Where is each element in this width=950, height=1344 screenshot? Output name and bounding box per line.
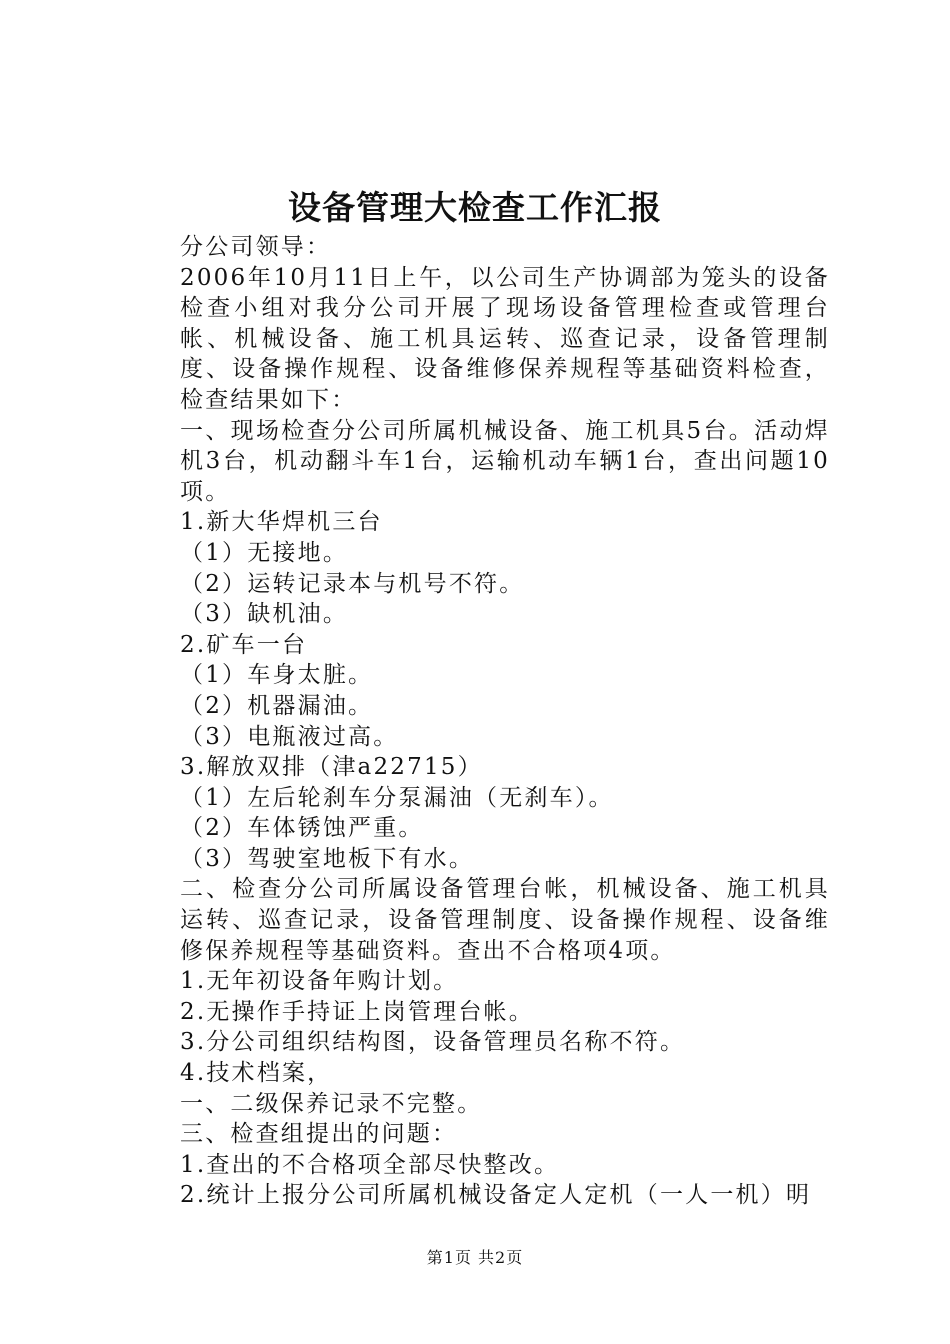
item-3-point: （3）驾驶室地板下有水。 <box>180 845 475 872</box>
section-3-heading: 三、检查组提出的问题： <box>180 1121 458 1148</box>
section-2-item: 4.技术档案， <box>180 1060 333 1087</box>
item-1-point: （1）无接地。 <box>180 539 349 566</box>
item-1-heading: 1.新大华焊机三台 <box>180 509 383 536</box>
item-3-point: （2）车体锈蚀严重。 <box>180 815 424 842</box>
section-2-item: 一、二级保养记录不完整。 <box>180 1090 483 1117</box>
item-1-point: （3）缺机油。 <box>180 601 349 628</box>
salutation: 分公司领导： <box>180 234 332 260</box>
section-2-item: 2.无操作手持证上岗管理台帐。 <box>180 998 534 1025</box>
item-2-heading: 2.矿车一台 <box>180 631 308 658</box>
section-3-item: 2.统计上报分公司所属机械设备定人定机（一人一机）明 <box>180 1182 812 1209</box>
intro-paragraph: 2006年10月11日上午，以公司生产协调部为笼头的设备检查小组对我分公司开展了现场设备管理检查或管理台帐、机械设备、施工机具运转、巡查记录，设备管理制度、设备操作规程、设备维修保养规程等基础资料检查，检查结果如下： <box>180 264 830 413</box>
section-2-item: 1.无年初设备年购计划。 <box>180 968 459 995</box>
item-3-heading: 3.解放双排（津a22715） <box>180 754 483 781</box>
section-2-item: 3.分公司组织结构图，设备管理员名称不符。 <box>180 1029 686 1056</box>
section-3-item: 1.查出的不合格项全部尽快整改。 <box>180 1151 560 1178</box>
item-3-point: （1）左后轮刹车分泵漏油（无刹车）。 <box>180 784 614 811</box>
section-2-paragraph: 二、检查分公司所属设备管理台帐，机械设备、施工机具运转、巡查记录，设备管理制度、设备操作规程、设备维修保养规程等基础资料。查出不合格项4项。 <box>180 876 830 964</box>
document-body <box>130 232 830 1211</box>
item-2-point: （2）机器漏油。 <box>180 692 374 719</box>
section-1-paragraph: 一、现场检查分公司所属机械设备、施工机具5台。活动焊机3台，机动翻斗车1台，运输机动车辆1台，查出问题10项。 <box>180 417 830 505</box>
document-title: 设备管理大检查工作汇报 <box>288 188 662 227</box>
item-2-point: （3）电瓶液过高。 <box>180 723 399 750</box>
page-number-footer: 第1页 共2页 <box>426 1248 524 1267</box>
item-2-point: （1）车身太脏。 <box>180 662 374 689</box>
item-1-point: （2）运转记录本与机号不符。 <box>180 570 525 597</box>
